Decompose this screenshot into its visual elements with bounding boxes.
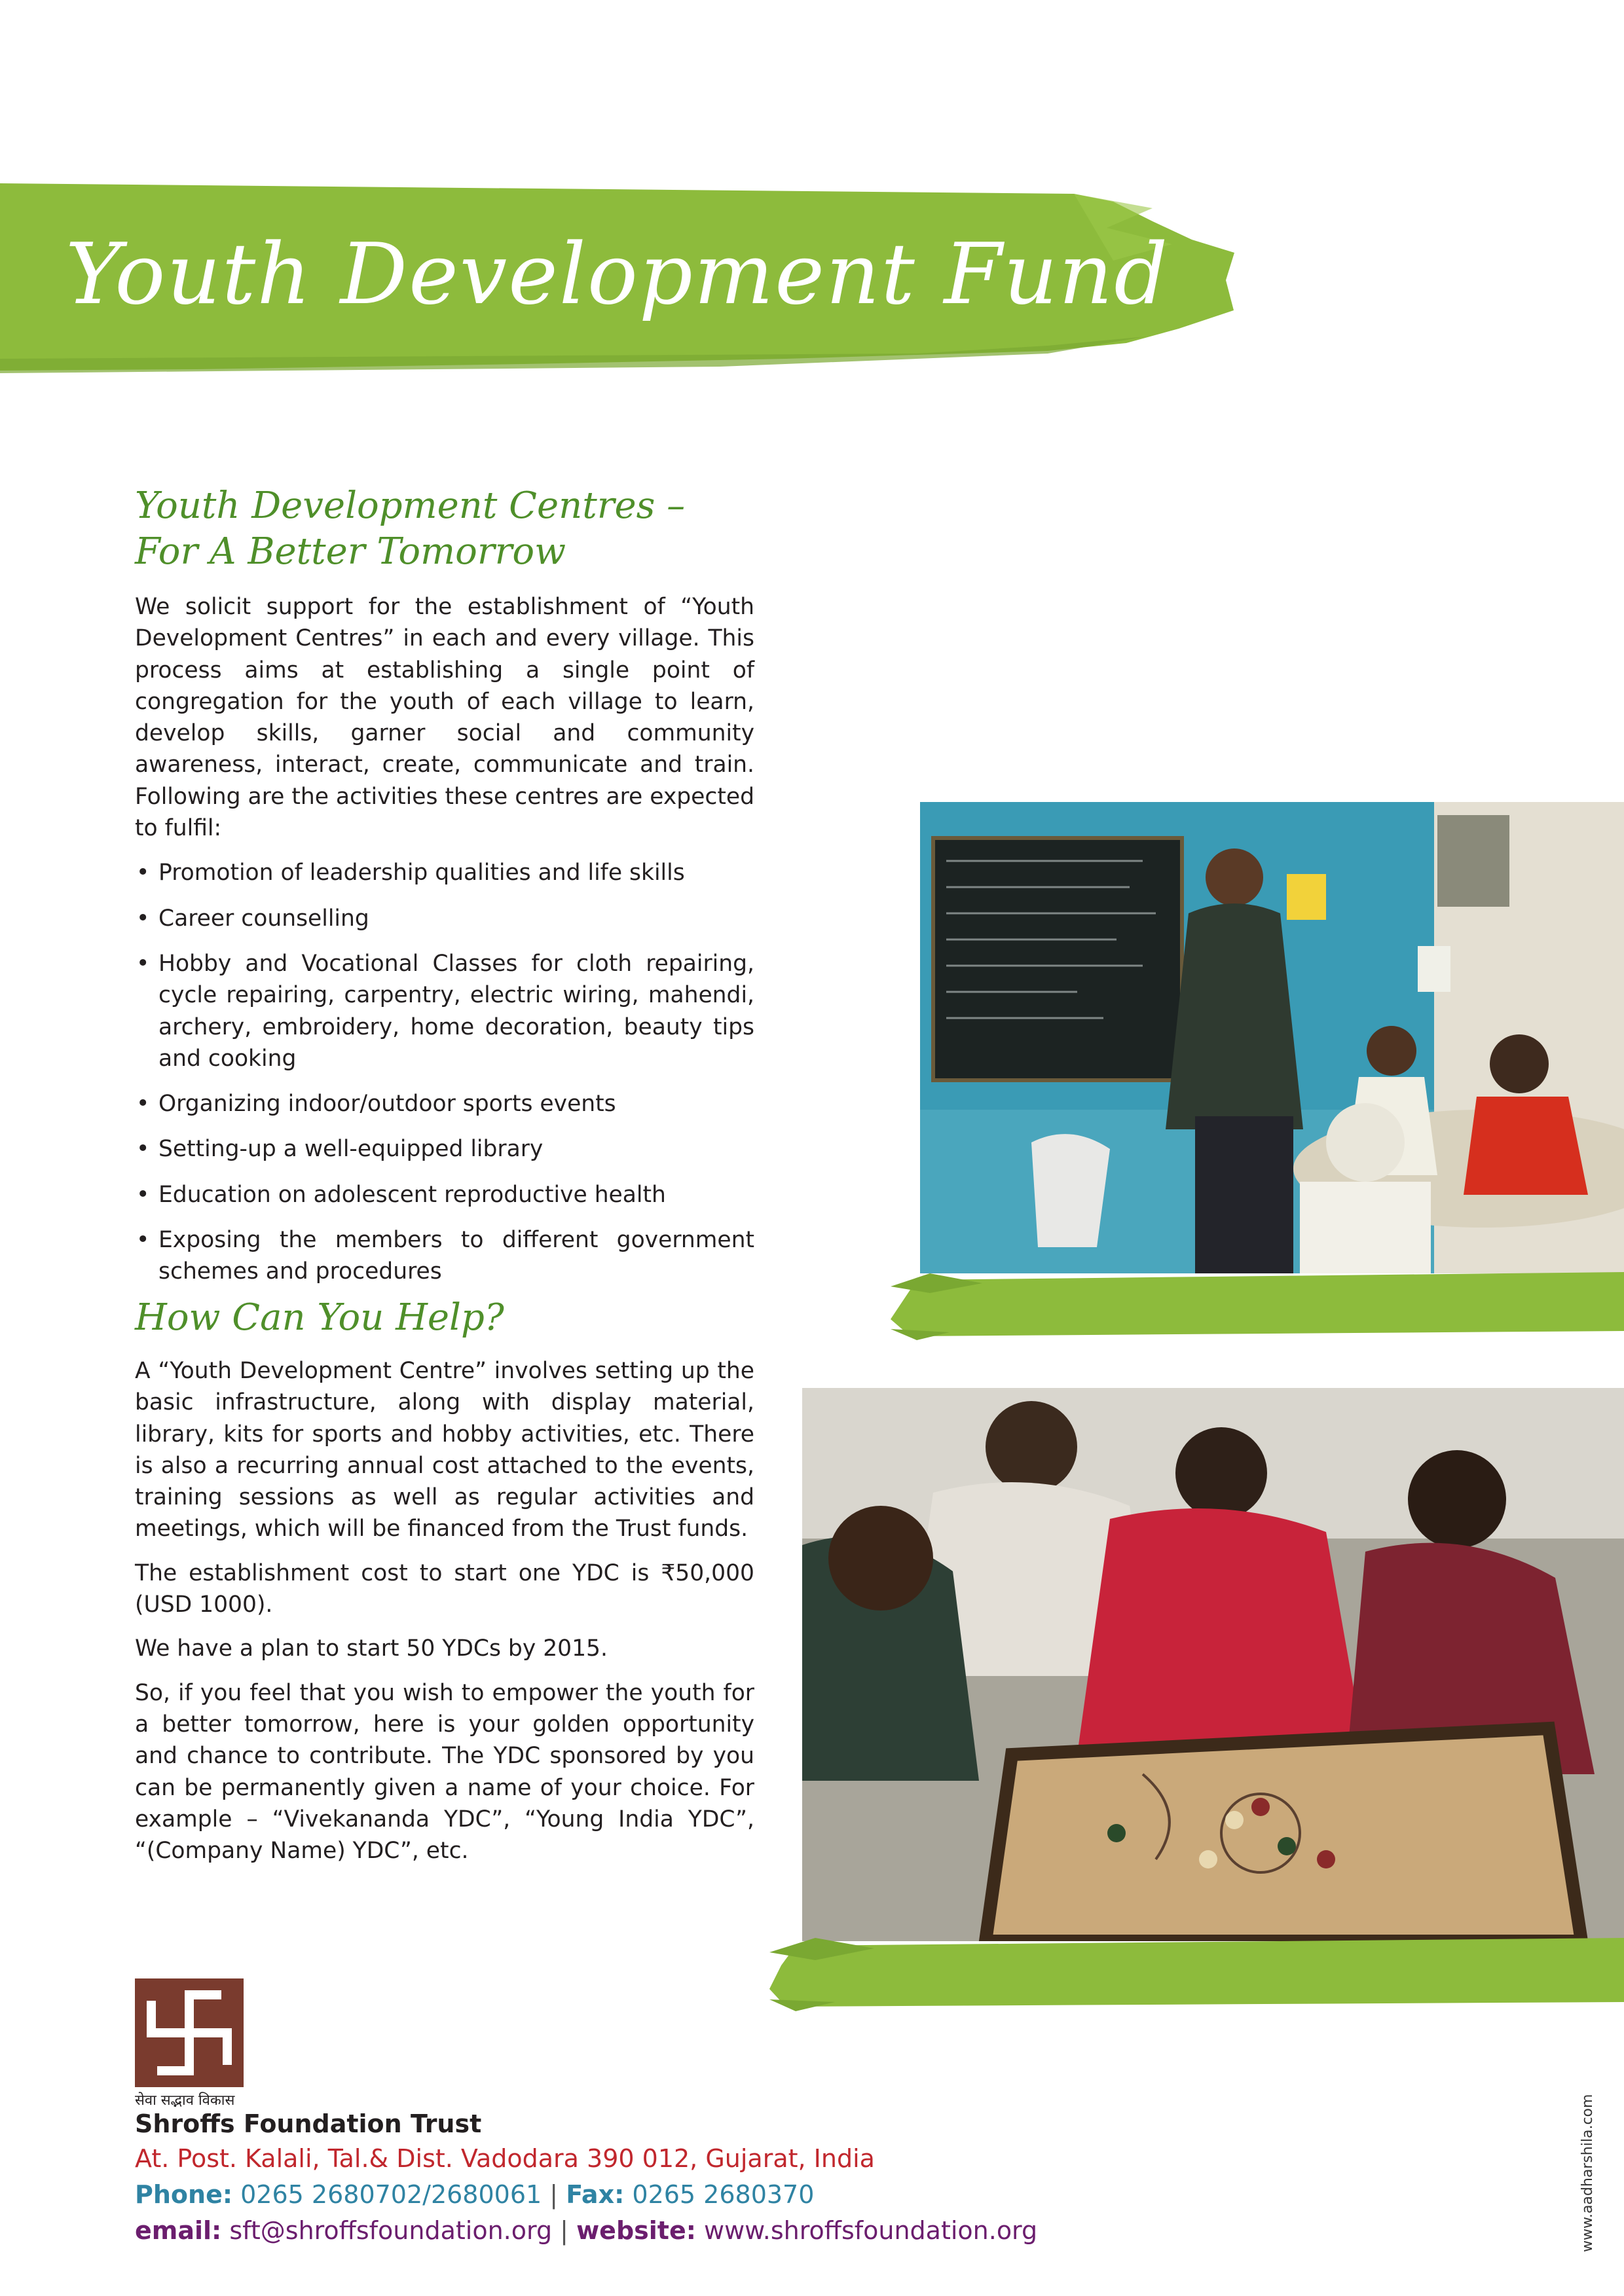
classroom-photo [920, 802, 1624, 1273]
email-website-line [135, 2216, 1037, 2245]
section-how-to-help [135, 1295, 754, 1867]
list-item: • Hobby and Vocational Classes for cloth repairing, cycle repairing, carpentry, electric wiring, mahendi, archery, embroidery, home decoration, beauty tips and cooking [135, 948, 754, 1074]
cost-paragraph: The establishment cost to start one YDC is ₹50,000 (USD 1000). [135, 1559, 754, 1618]
logo-tagline: सेवा सद्भाव विकास [135, 2092, 235, 2109]
grass-strip-1 [891, 1267, 1624, 1342]
phone-number: 0265 2680702/2680061 [240, 2180, 542, 2209]
organization-address: At. Post. Kalali, Tal.& Dist. Vadodara 390 012, Gujarat, India [135, 2144, 875, 2173]
separator: | [549, 2180, 559, 2209]
fax-label: Fax: [566, 2180, 625, 2209]
fax-number: 0265 2680370 [632, 2180, 815, 2209]
section-heading-youth-centres [135, 483, 754, 575]
email-address: sft@shroffsfoundation.org [229, 2216, 553, 2245]
swastik-logo [135, 1978, 244, 2087]
list-item: • Organizing indoor/outdoor sports events [135, 1088, 754, 1120]
carrom-photo [802, 1388, 1624, 1941]
website-label: website: [576, 2216, 696, 2245]
intro-paragraph: We solicit support for the establishment of “Youth Development Centres” in each and every village. This process aims at establishing a single point of congregation for the youth of each village to learn, develop skills, garner social and community awareness, interact, create, communicate and train. Following are the activities these centres are expected to fulfil: [135, 594, 754, 842]
plan-paragraph: We have a plan to start 50 YDCs by 2015. [135, 1635, 608, 1662]
list-item: • Promotion of leadership qualities and life skills [135, 857, 754, 888]
activities-list [135, 857, 754, 1287]
list-item: • Exposing the members to different government schemes and procedures [135, 1224, 754, 1288]
section-heading-how-to-help: How Can You Help? [135, 1296, 504, 1339]
section-youth-centres [135, 483, 754, 1302]
email-label: email: [135, 2216, 222, 2245]
contribute-paragraph: So, if you feel that you wish to empower the youth for a better tomorrow, here is your golden opportunity and chance to contribute. The YDC sponsored by you can be permanently given a name of your choice. For example – “Vivekananda YDC”, “Young India YDC”, “(Company Name) YDC”, etc. [135, 1679, 754, 1865]
organization-name: Shroffs Foundation Trust [135, 2109, 482, 2138]
design-credit: www.aadharshila.com [1579, 2094, 1596, 2252]
page-title: Youth Development Fund [65, 226, 1170, 323]
list-item: • Career counselling [135, 903, 754, 934]
website-url: www.shroffsfoundation.org [704, 2216, 1038, 2245]
heading-line-2: For A Better Tomorrow [135, 530, 566, 573]
list-item: • Education on adolescent reproductive health [135, 1179, 754, 1211]
phone-fax-line [135, 2180, 814, 2209]
list-item: • Setting-up a well-equipped library [135, 1133, 754, 1165]
grass-strip-2 [769, 1931, 1624, 2013]
heading-line-1: Youth Development Centres – [135, 484, 686, 527]
phone-label: Phone: [135, 2180, 233, 2209]
separator: | [560, 2216, 568, 2245]
infrastructure-paragraph: A “Youth Development Centre” involves setting up the basic infrastructure, along with display material, library, kits for sports and hobby activities, etc. There is also a recurring annual cost attached to the events, training sessions as well as regular activities and meetings, which will be financed from the Trust funds. [135, 1358, 754, 1542]
